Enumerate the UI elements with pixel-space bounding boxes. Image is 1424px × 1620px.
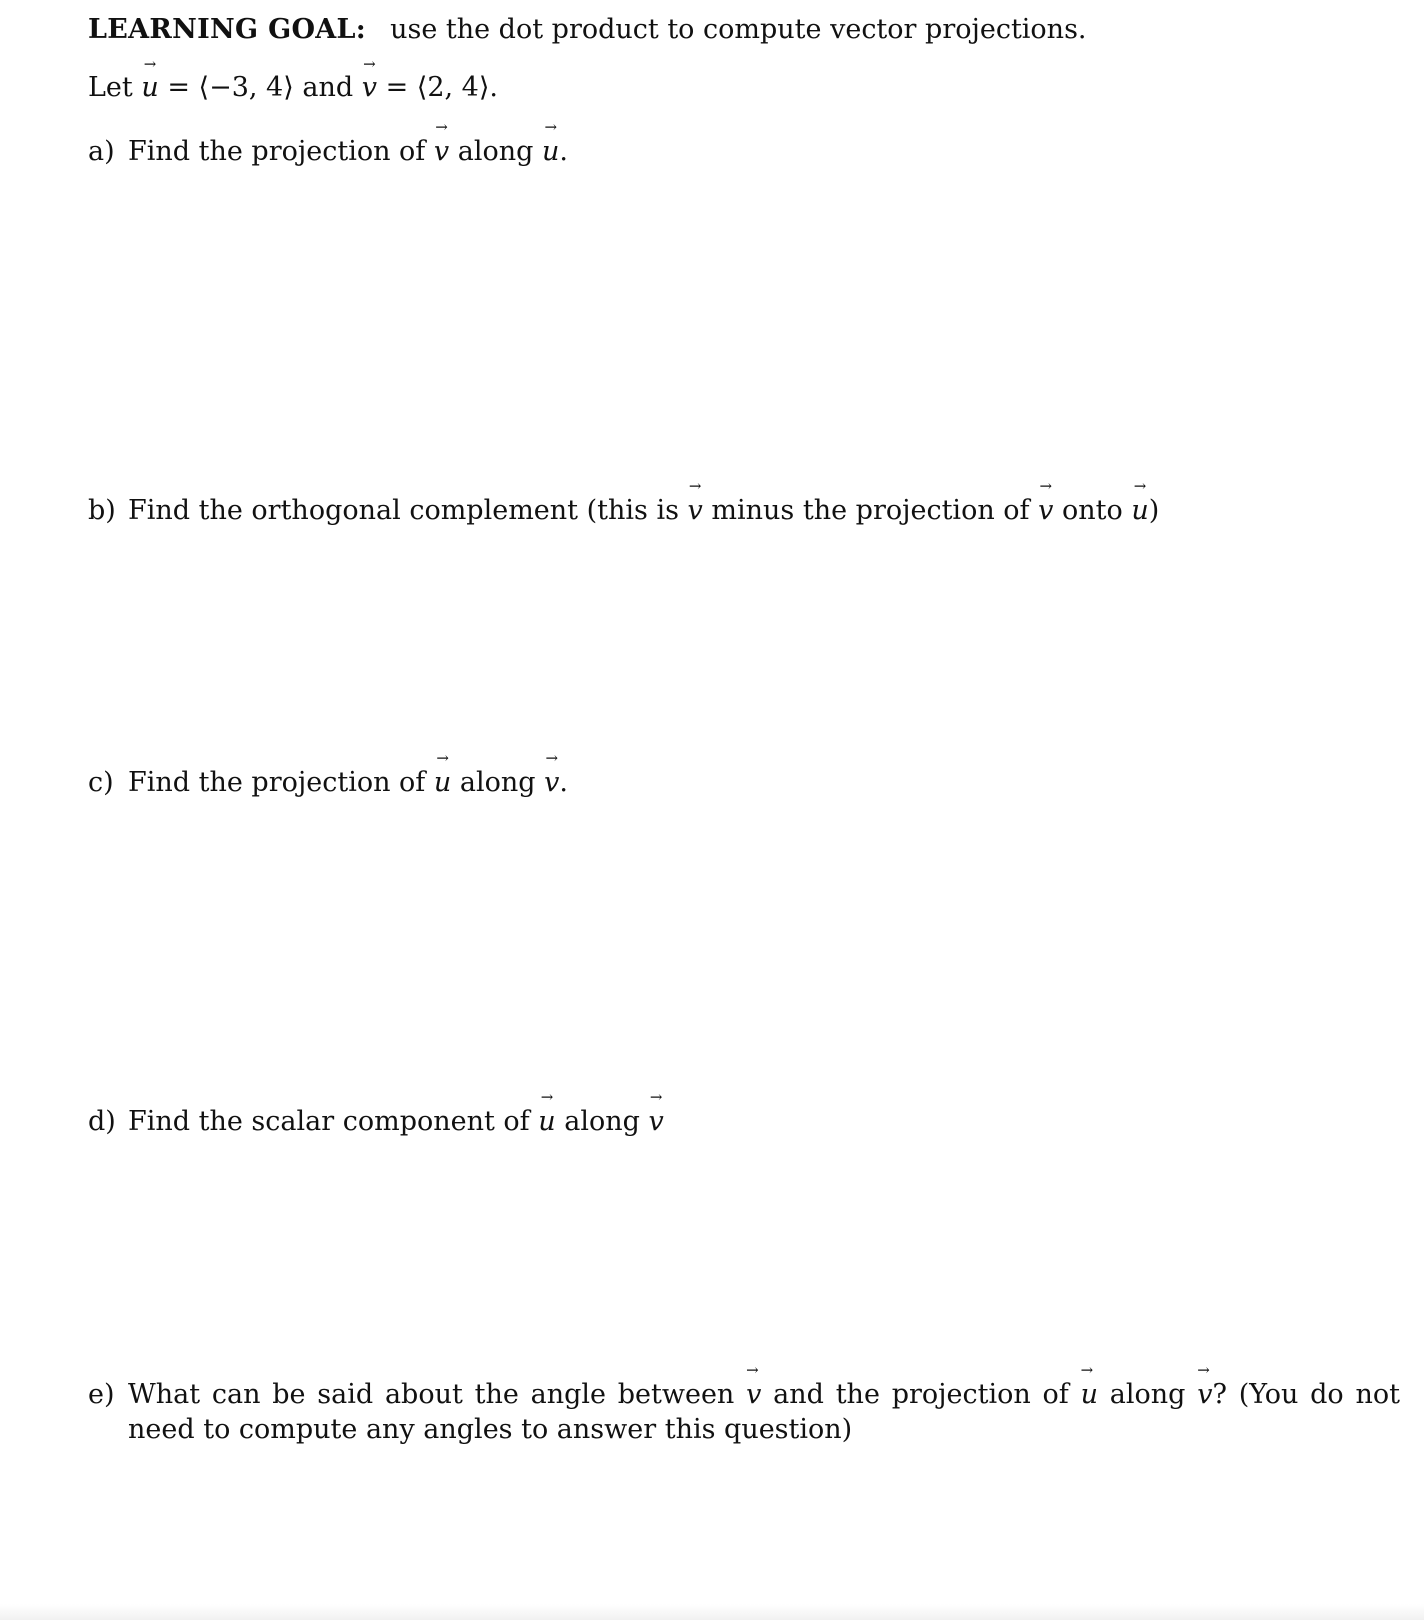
vector-v-symbol: → v — [688, 493, 703, 528]
given-vectors — [88, 71, 498, 105]
vector-v-symbol: → v — [1038, 493, 1053, 528]
learning-goal-text: use the dot product to compute vector projections. — [390, 14, 1087, 45]
question-b-label: b) — [88, 495, 116, 526]
page-bottom-edge — [0, 1604, 1424, 1620]
question-d-label: d) — [88, 1106, 116, 1137]
question-d-text: Find the scalar component of → u along → v — [128, 1104, 664, 1139]
question-c — [88, 765, 1388, 805]
vector-v-symbol: → v — [649, 1104, 664, 1139]
vector-u-symbol: → u — [1081, 1377, 1098, 1412]
question-c-text: Find the projection of → u along → v. — [128, 765, 568, 800]
learning-goal-label: LEARNING GOAL: — [88, 14, 367, 45]
question-a-text: Find the projection of → v along → u. — [128, 134, 568, 169]
vector-v-symbol: → v — [746, 1377, 761, 1412]
question-e — [88, 1377, 1400, 1457]
given-conjunction: and — [302, 72, 354, 103]
vector-v-symbol: → v — [1197, 1377, 1212, 1412]
question-e-label: e) — [88, 1379, 115, 1410]
vector-u-symbol: → u — [538, 1104, 555, 1139]
question-a-label: a) — [88, 136, 115, 167]
vector-u-value: = ⟨−3, 4⟩ — [167, 72, 294, 103]
vector-v-symbol: → v — [362, 71, 377, 105]
vector-u-symbol: → u — [542, 134, 559, 169]
vector-v-value: = ⟨2, 4⟩. — [385, 72, 498, 103]
question-b — [88, 493, 1388, 533]
vector-u-symbol: → u — [1131, 493, 1148, 528]
given-prefix: Let — [88, 72, 133, 103]
learning-goal — [88, 13, 1087, 47]
question-c-label: c) — [88, 767, 114, 798]
vector-u-symbol: → u — [141, 71, 158, 105]
question-a — [88, 134, 1388, 174]
vector-v-symbol: → v — [434, 134, 449, 169]
question-b-text: Find the orthogonal complement (this is → v minus the projection of → v onto → u) — [128, 493, 1159, 528]
question-e-text: What can be said about the angle between → v and the projection of → u along → v? (You do not need to compute any angles to answer this question) — [128, 1377, 1400, 1447]
vector-v-symbol: → v — [544, 765, 559, 800]
question-d — [88, 1104, 1388, 1144]
vector-u-symbol: → u — [434, 765, 451, 800]
